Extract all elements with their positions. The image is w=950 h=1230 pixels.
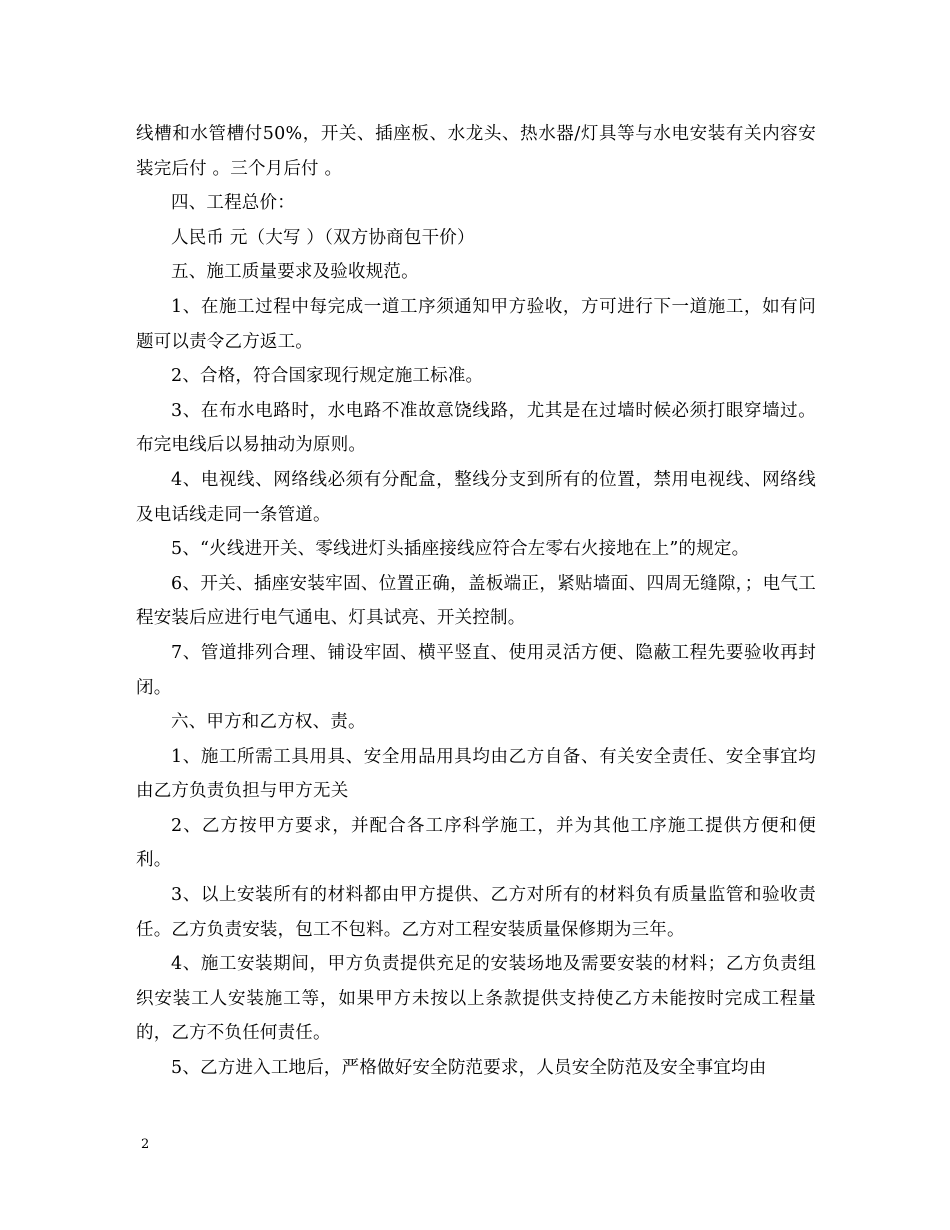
clause-item: 5、“火线进开关、零线进灯头插座接线应符合左零右火接地在上”的规定。 [171,539,750,560]
paragraph: 线槽和水管槽付50%，开关、插座板、水龙头、热水器/灯具等与水电安装有关内容安装完后付 。三个月后付 。 [136,124,816,179]
clause-item: 3、在布水电路时，水电路不准故意饶线路，尤其是在过墙时候必须打眼穿墙过。布完电线后以易抽动为原则。 [136,400,816,456]
section-heading: 四、工程总价： [171,193,295,214]
clause-item: 2、合格，符合国家现行规定施工标准。 [171,366,484,387]
section-heading: 五、施工质量要求及验收规范。 [171,262,419,283]
clause-item: 1、在施工过程中每完成一道工序须通知甲方验收，方可进行下一道施工，如有问题可以责令乙方返工。 [136,296,816,352]
clause-item: 4、施工安装期间，甲方负责提供充足的安装场地及需要安装的材料；乙方负责组织安装工人安装施工等，如果甲方未按以上条款提供支持使乙方未能按时完成工程量的，乙方不负任何责任。 [136,954,816,1044]
clause-item: 4、电视线、网络线必须有分配盒，整线分支到所有的位置，禁用电视线、网络线及电话线走同一条管道。 [136,469,816,525]
section-heading: 六、甲方和乙方权、责。 [171,712,366,733]
clause-item: 5、乙方进入工地后，严格做好安全防范要求，人员安全防范及安全事宜均由 [171,1058,767,1079]
clause-item: 7、管道排列合理、铺设牢固、横平竖直、使用灵活方便、隐蔽工程先要验收再封闭。 [136,642,816,698]
page-number: 2 [141,1137,150,1152]
clause-item: 3、以上安装所有的材料都由甲方提供、乙方对所有的材料负有质量监管和验收责任。乙方负责安装，包工不包料。乙方对工程安装质量保修期为三年。 [136,885,816,940]
clause-item: 2、乙方按甲方要求，并配合各工序科学施工，并为其他工序施工提供方便和便利。 [136,815,816,871]
clause-item: 6、开关、插座安装牢固、位置正确，盖板端正，紧贴墙面、四周无缝隙，；电气工程安装后应进行电气通电、灯具试亮、开关控制。 [136,573,816,629]
paragraph: 人民币 元（大写 ）（双方协商包干价） [171,227,475,248]
clause-item: 1、施工所需工具用具、安全用品用具均由乙方自备、有关安全责任、安全事宜均由乙方负责负担与甲方无关 [136,746,816,802]
document-body [136,117,816,1086]
